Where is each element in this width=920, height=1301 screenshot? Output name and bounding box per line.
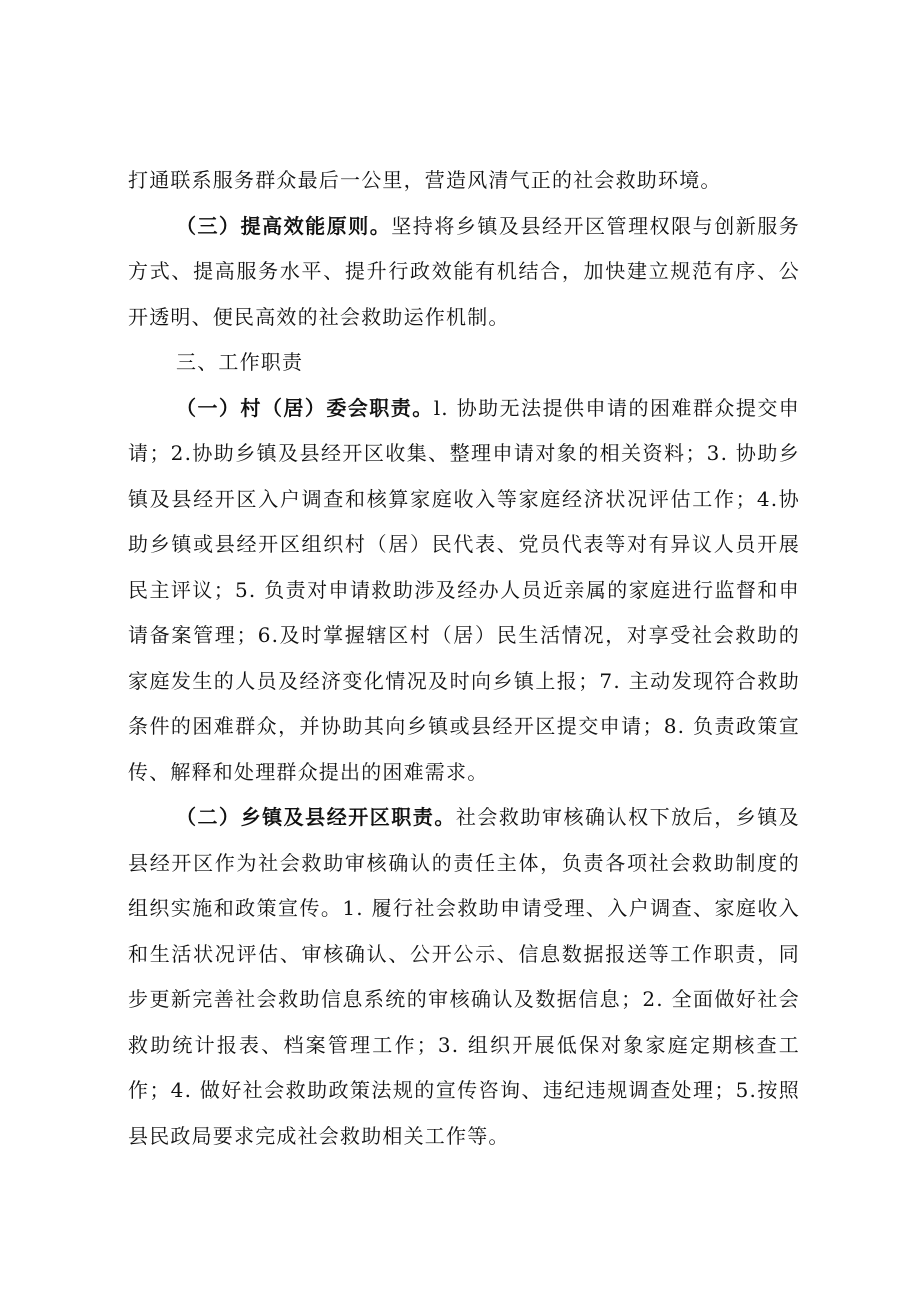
document-body — [128, 158, 800, 1159]
paragraph-village-committee-duties — [128, 386, 800, 796]
paragraph-text: 打通联系服务群众最后一公里，营造风清气正的社会救助环境。 — [128, 168, 722, 192]
paragraph-heading: （三）提高效能原则。 — [176, 213, 392, 238]
section-heading-text: 三、工作职责 — [176, 350, 304, 374]
section-heading-work-duties — [128, 340, 800, 386]
paragraph-heading: （二）乡镇及县经开区职责。 — [176, 805, 456, 829]
paragraph-text: 社会救助审核确认权下放后，乡镇及县经开区作为社会救助审核确认的责任主体，负责各项社会救助制度的组织实施和政策宣传。1. 履行社会救助申请受理、入户调查、家庭收入和生活状况评估、审核确认、公开公示、信息数据报送等工作职责，同步更新完善社会救助信息系统的审核确认及数据信息；2. 全面做好社会救助统计报表、档案管理工作；3. 组织开展低保对象家庭定期核查工作；4. 做好社会救助政策法规的宣传咨询、违纪违规调查处理；5.按照县民政局要求完成社会救助相关工作等。 — [128, 805, 800, 1148]
paragraph-township-duties — [128, 795, 800, 1159]
paragraph-heading: （一）村（居）委会职责。 — [176, 395, 434, 420]
paragraph-continuation — [128, 158, 800, 204]
paragraph-text: l. 协助无法提供申请的困难群众提交申请；2.协助乡镇及县经开区收集、整理申请对象的相关资料；3. 协助乡镇及县经开区入户调查和核算家庭收入等家庭经济状况评估工作；4.协助乡镇或县经开区组织村（居）民代表、党员代表等对有异议人员开展民主评议；5. 负责对申请救助涉及经办人员近亲属的家庭进行监督和申请备案管理；6.及时掌握辖区村（居）民生活情况，对享受社会救助的家庭发生的人员及经济变化情况及时向乡镇上报；7. 主动发现符合救助条件的困难群众，并协助其向乡镇或县经开区提交申请；8. 负责政策宣传、解释和处理群众提出的困难需求。 — [128, 395, 800, 784]
paragraph-efficiency-principle — [128, 204, 800, 341]
paragraph-text: 坚持将乡镇及县经开区管理权限与创新服务方式、提高服务水平、提升行政效能有机结合，加快建立规范有序、公开透明、便民高效的社会救助运作机制。 — [128, 213, 800, 329]
